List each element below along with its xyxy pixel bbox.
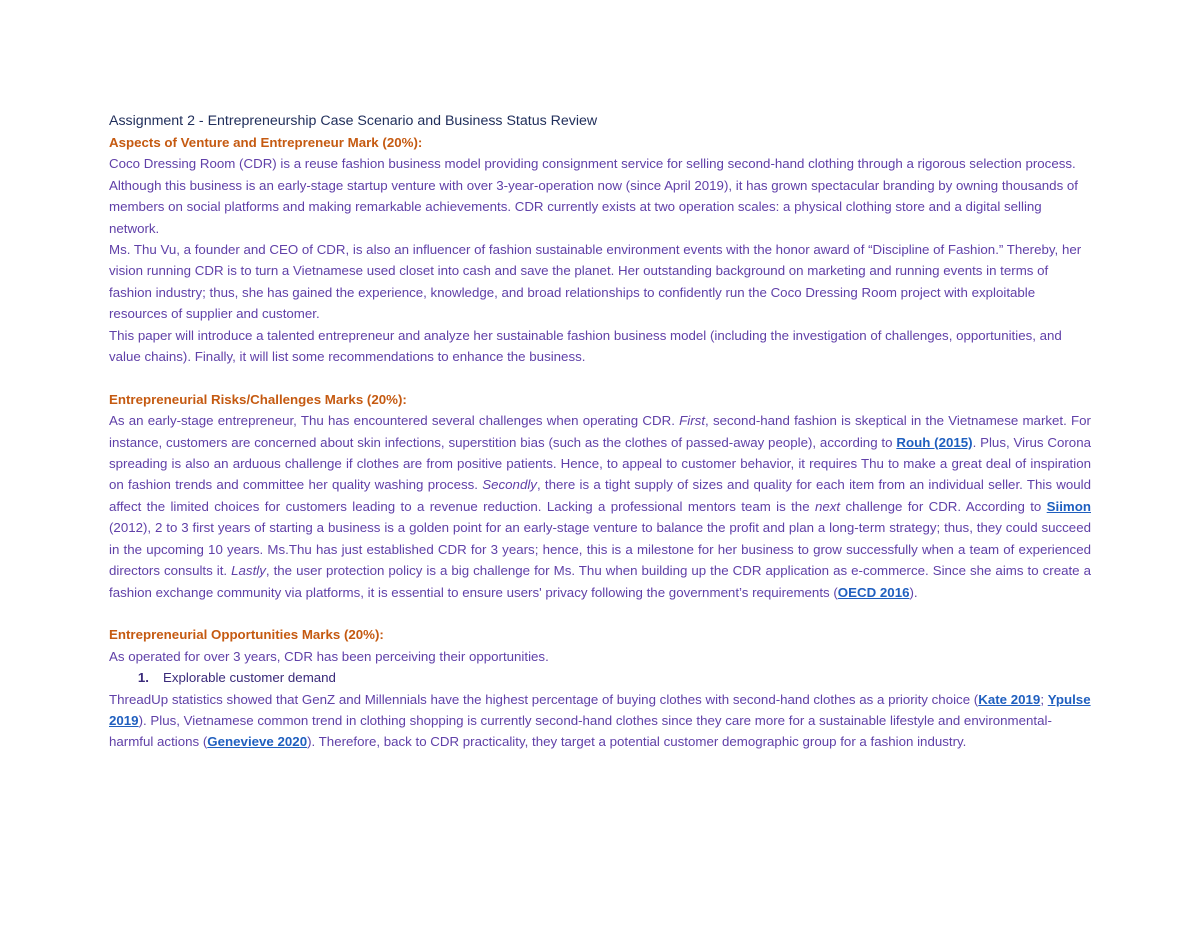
section-opportunities [109, 624, 1091, 752]
text-run: ). Therefore, back to CDR practicality, they target a potential customer demographic group for a fashion industry. [307, 734, 967, 750]
paragraph: As operated for over 3 years, CDR has been perceiving their opportunities. [109, 648, 549, 664]
section-heading: Aspects of Venture and Entrepreneur Mark (20%): [109, 135, 423, 150]
text-run: (2012), 2 to 3 first years of starting a business is a golden point for an early-stage venture to balance the profit and plan a long-term strategy; thus, they could succeed in the upcoming 10 years. Ms.Thu has just established CDR for 3 years; hence, this is a milestone for her business to grow successfully when a team of experienced directors consults it. [109, 520, 1091, 579]
numbered-item [109, 667, 1091, 688]
paragraph: Ms. Thu Vu, a founder and CEO of CDR, is also an influencer of fashion sustainable environment events with the honor award of “Discipline of Fashion.” Thereby, her vision running CDR is to turn a Vietnamese used closet into cash and save the planet. Her outstanding background on marketing and running events in terms of fashion industry; thus, she has gained the experience, knowledge, and broad relationships to confidently run the Coco Dressing Room project with exploitable resources of supplier and customer. [109, 242, 1082, 322]
item-label: Explorable customer demand [163, 670, 336, 686]
section-heading: Entrepreneurial Risks/Challenges Marks (20%): [109, 391, 407, 407]
text-run: challenge for CDR. According to [840, 498, 1047, 514]
text-run: , the user protection policy is a big challenge for Ms. Thu when building up the CDR application as e-commerce. Since she aims to create a fashion exchange community via platforms, it is essential to ensure users' privacy following the government’s requirements ( [109, 563, 1091, 600]
section-heading: Entrepreneurial Opportunities Marks (20%): [109, 627, 384, 643]
document-title: Assignment 2 - Entrepreneurship Case Scenario and Business Status Review [109, 113, 598, 129]
paragraph [109, 410, 1091, 603]
emphasis: next [814, 498, 841, 514]
text-run: ThreadUp statistics showed that GenZ and Millennials have the highest percentage of buying clothes with second-hand clothes as a priority choice ( [109, 691, 979, 707]
text-run: As an early-stage entrepreneur, Thu has encountered several challenges when operating CDR. [109, 413, 680, 429]
emphasis: Secondly [482, 477, 537, 493]
item-number: 1. [137, 670, 149, 686]
text-run: ). [909, 584, 918, 600]
paragraph [109, 689, 1091, 753]
citation-link[interactable]: Ypulse 2019 [109, 691, 1091, 728]
text-run: . Plus, Virus Corona spreading is also an arduous challenge if clothes are from positive patients. Hence, to appeal to customer behavior, it requires Thu to make a great deal of inspiration on fashion trends and committee her quality washing process. [109, 434, 1091, 493]
citation-link[interactable]: Kate 2019 [978, 691, 1041, 707]
paragraph: Coco Dressing Room (CDR) is a reuse fashion business model providing consignment service for selling second-hand clothing through a rigorous selection process. Although this business is an early-stage startup venture with over 3-year-operation now (since April 2019), it has grown spectacular branding by owning thousands of members on social platforms and making remarkable achievements. CDR currently exists at two operation scales: a physical clothing store and a digital selling network. [109, 156, 1078, 236]
section-venture [109, 132, 1091, 367]
citation-link[interactable]: Genevieve 2020 [207, 734, 308, 750]
citation-link[interactable]: OECD 2016 [837, 584, 910, 600]
emphasis: Lastly [231, 563, 266, 579]
text-run: , second-hand fashion is skeptical in the Vietnamese market. For instance, customers are concerned about skin infections, superstition bias (such as the clothes of passed-away people), according to [109, 413, 1091, 450]
emphasis: First [679, 413, 706, 429]
text-run: ; [1040, 691, 1048, 707]
text-run: , there is a tight supply of sizes and quality for each item from an individual seller. This would affect the limited choices for customers leading to a revenue reduction. Lacking a professional mentors team is the [109, 477, 1091, 514]
section-risks [109, 389, 1091, 603]
citation-link[interactable]: Rouh (2015) [896, 434, 973, 450]
text-run: ). Plus, Vietnamese common trend in clothing shopping is currently second-hand clothes since they care more for a sustainable lifestyle and environmental-harmful actions ( [109, 712, 1052, 750]
citation-link[interactable]: Siimon [1046, 498, 1091, 514]
document-page [109, 110, 1091, 753]
paragraph: This paper will introduce a talented entrepreneur and analyze her sustainable fashion business model (including the investigation of challenges, opportunities, and value chains). Finally, it will list some recommendations to enhance the business. [109, 327, 1062, 365]
